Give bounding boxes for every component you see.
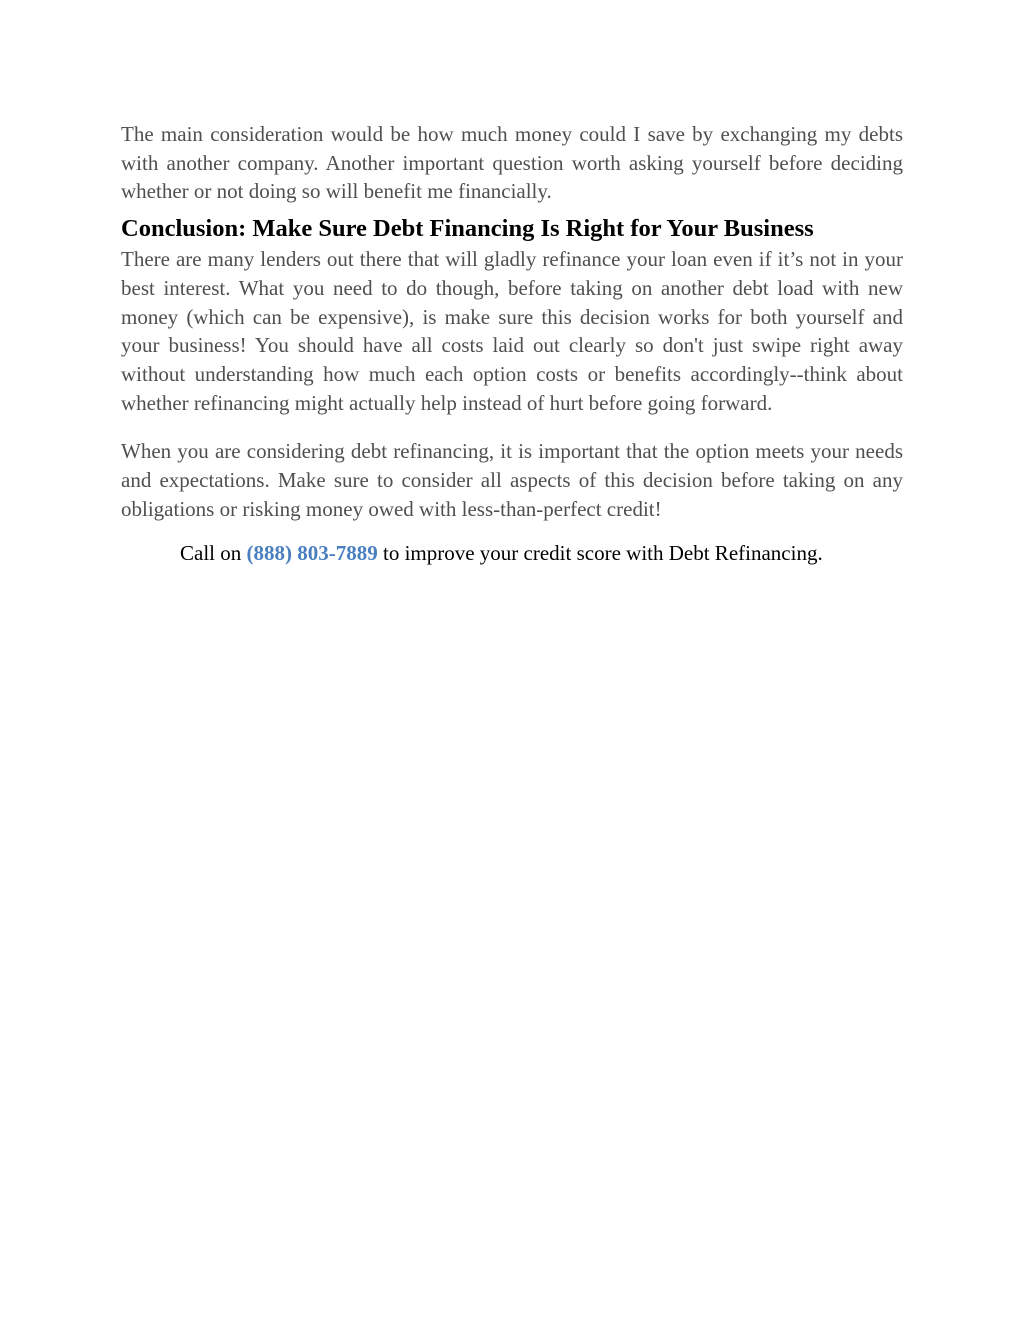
conclusion-paragraph-2: When you are considering debt refinancing, it is important that the option meets your needs and expectations. Make sure to consider all aspects of this decision before taking on any obligations or risking money owed with less-than-perfect credit! xyxy=(121,439,903,521)
cta-suffix: to improve your credit score with Debt Refinancing. xyxy=(377,541,823,566)
cta-prefix: Call on xyxy=(180,541,247,566)
call-to-action xyxy=(121,539,903,567)
phone-number-link[interactable]: (888) 803-7889 xyxy=(246,541,378,566)
document-page xyxy=(121,120,903,567)
conclusion-paragraph-1: There are many lenders out there that will gladly refinance your loan even if it’s not in your best interest. What you need to do though, before taking on another debt load with new money (which can be expensive), is make sure this decision works for both yourself and your business! You should have all costs laid out clearly so don't just swipe right away without understanding how much each option costs or benefits accordingly--think about whether refinancing might actually help instead of hurt before going forward. xyxy=(121,247,903,415)
intro-paragraph: The main consideration would be how much money could I save by exchanging my debts with another company. Another important question worth asking yourself before deciding whether or not doing so will benefit me financially. xyxy=(121,122,903,204)
conclusion-heading: Conclusion: Make Sure Debt Financing Is Right for Your Business xyxy=(121,215,814,243)
